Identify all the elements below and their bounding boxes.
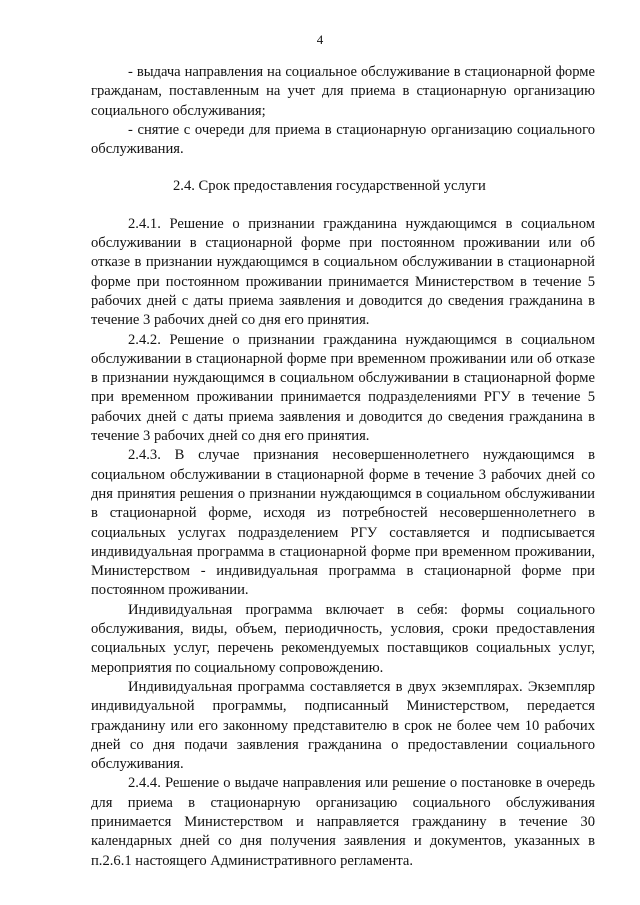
list-item: - снятие с очереди для приема в стационарную организацию социального обслуживания. (91, 121, 595, 158)
paragraph: 2.4.2. Решение о признании гражданина нуждающимся в социальном обслуживании в стационарной форме при временном проживании или об отказе в признании нуждающимся в социальном обслуживании в стационарной форме при временном проживании принимается подразделениями РГУ в течение 5 рабочих дней с даты приема заявления и доводится до сведения гражданина в течение 3 рабочих дней со дня его принятия. (91, 331, 595, 445)
paragraph: Индивидуальная программа составляется в двух экземплярах. Экземпляр индивидуальной программы, подписанный Министерством, передается гражданину или его законному представителю в срок не более чем 10 рабочих дней со дня подачи заявления гражданина о предоставлении социального обслуживания. (91, 678, 595, 773)
paragraph: 2.4.3. В случае признания несовершеннолетнего нуждающимся в социальном обслуживании в стационарной форме в течение 3 рабочих дней со дня принятия решения о признании нуждающимся в социальном обслуживании в стационарной форме, исходя из потребностей несовершеннолетнего в социальных услугах подразделением РГУ составляется и подписывается индивидуальная программа в стационарной форме при временном проживании, Министерством - индивидуальная программа в стационарной форме при постоянном проживании. (91, 447, 595, 599)
paragraph: 2.4.4. Решение о выдаче направления или решение о постановке в очередь для приема в стационарную организацию социального обслуживания принимается Министерством и направляется гражданину в течение 30 календарных дней со дня получения заявления и документов, указанных в п.2.6.1 настоящего Административного регламента. (91, 775, 595, 869)
paragraph: Индивидуальная программа включает в себя: формы социального обслуживания, виды, объем, периодичность, условия, сроки предоставления социальных услуг, перечень рекомендуемых поставщиков социальных услуг, мероприятия по социальному сопровождению. (91, 601, 595, 676)
page-number: 4 (316, 32, 324, 47)
paragraph: 2.4.1. Решение о признании гражданина нуждающимся в социальном обслуживании в стационарной форме при постоянном проживании или об отказе в признании нуждающимся в социальном обслуживании в стационарной форме при постоянном проживании принимается Министерством в течение 5 рабочих дней с даты приема заявления и доводится до сведения гражданина в течение 3 рабочих дней со дня его принятия. (91, 215, 595, 329)
list-item: - выдача направления на социальное обслуживание в стационарной форме гражданам, поставленным на учет для приема в стационарную организацию социального обслуживания; (91, 64, 595, 119)
section-heading: 2.4. Срок предоставления государственной услуги (173, 178, 486, 195)
document-body (91, 63, 595, 871)
